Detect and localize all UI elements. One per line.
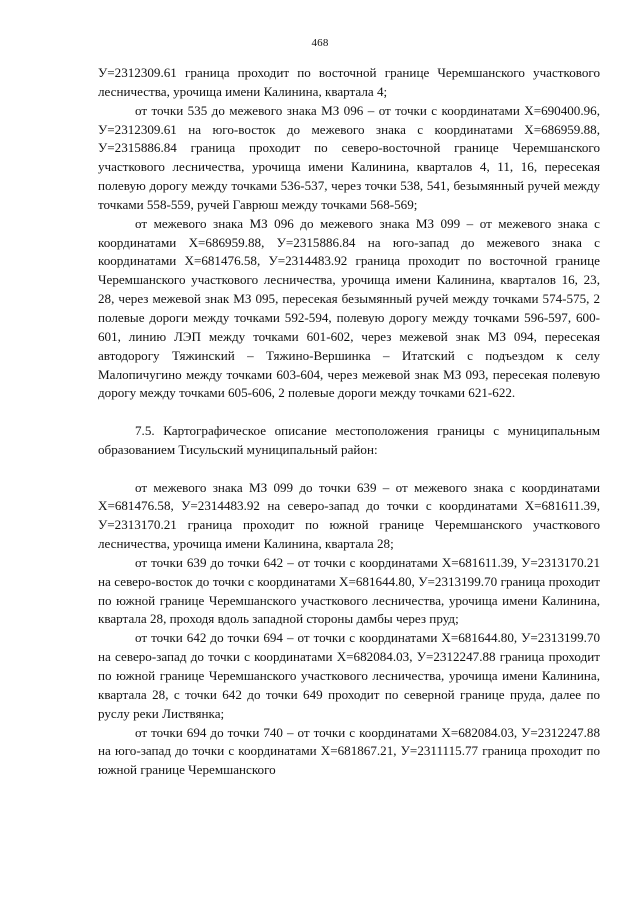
paragraph-boundary-694-740: от точки 694 до точки 740 – от точки с координатами Х=682084.03, У=2312247.88 на юго-запад до точки с координатами Х=681867.21, У=2311115.77 граница проходит по южной границе Черемшанского <box>98 724 600 778</box>
paragraph-boundary-mz099-639: от межевого знака МЗ 099 до точки 639 – от межевого знака с координатами Х=681476.58, У=2314483.92 на северо-запад до точки с координатами Х=681611.39, У=2313170.21 граница проходит по южной границе Черемшанского участкового лесничества, урочища имени Калинина, квартала 28; <box>98 479 600 552</box>
page-number: 468 <box>311 37 329 49</box>
document-body <box>98 64 600 780</box>
paragraph-continuation: У=2312309.61 граница проходит по восточной границе Черемшанского участкового лесничества, урочища имени Калинина, квартала 4; <box>98 65 600 99</box>
paragraph-boundary-639-642: от точки 639 до точки 642 – от точки с координатами Х=681611.39, У=2313170.21 на северо-восток до точки с координатами Х=681644.80, У=2313199.70 граница проходит по южной границе Черемшанского участкового лесничества, урочища имени Калинина, квартала 28, проходя вдоль западной стороны дамбы через пруд; <box>98 554 600 627</box>
paragraph-boundary-mz096-mz099: от межевого знака МЗ 096 до межевого знака МЗ 099 – от межевого знака с координатами Х=686959.88, У=2315886.84 на юго-запад до межевого знака с координатами Х=681476.58, У=2314483.92 граница проходит по восточной границе Черемшанского участкового лесничества, урочища имени Калинина, кварталов 16, 23, 28, через межевой знак МЗ 095, пересекая безымянный ручей между точками 574-575, 2 полевые дороги между точками 592-594, полевую дорогу между точками 596-597, 600-601, линию ЛЭП между точками 601-602, через межевой знак МЗ 094, пересекая автодорогу Тяжинский – Тяжино-Вершинка – Итатский с подъездом к селу Малопичугино между точками 603-604, через межевой знак МЗ 093, пересекая полевую дорогу между точками 605-606, 2 полевые дороги между точками 621-622. <box>98 215 600 401</box>
section-heading-7-5: 7.5. Картографическое описание местоположения границы с муниципальным образованием Тисульский муниципальный район: <box>98 423 600 457</box>
paragraph-boundary-535-mz096: от точки 535 до межевого знака МЗ 096 – от точки с координатами Х=690400.96, У=2312309.61 на юго-восток до межевого знака с координатами Х=686959.88, У=2315886.84 граница проходит по северо-восточной границе Черемшанского участкового лесничества, урочища имени Калинина, кварталов 4, 11, 16, пересекая полевую дорогу между точками 536-537, через точки 538, 541, безымянный ручей между точками 558-559, ручей Гаврюш между точками 568-569; <box>98 102 600 212</box>
paragraph-boundary-642-694: от точки 642 до точки 694 – от точки с координатами Х=681644.80, У=2313199.70 на северо-запад до точки с координатами Х=682084.03, У=2312247.88 граница проходит по южной границе Черемшанского участкового лесничества, урочища имени Калинина, квартала 28, с точки 642 до точки 649 проходит по северной границе пруда, далее по руслу реки Листвянка; <box>98 630 600 721</box>
